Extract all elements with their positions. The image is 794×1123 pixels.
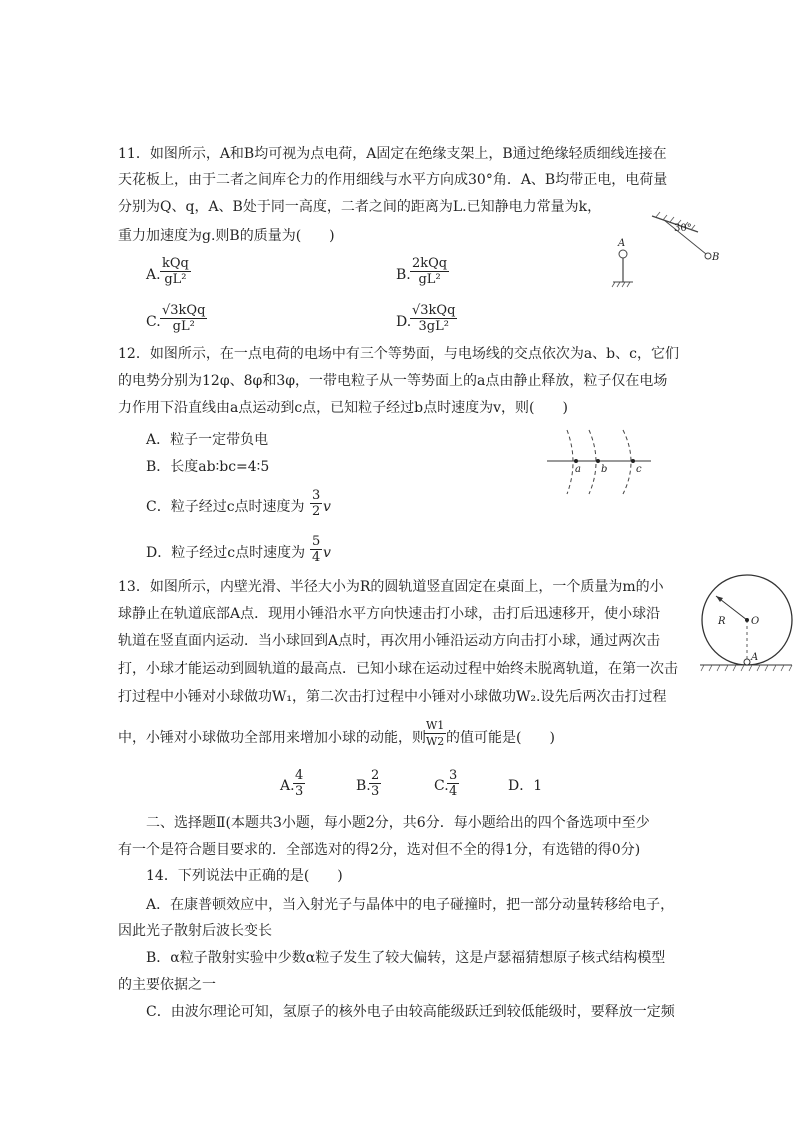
- q13-stem-line-5: 打过程中小锤对小球做功W₁，第二次击打过程中小锤对小球做功W₂.设先后两次击打过程: [118, 689, 667, 705]
- stem-text: 中，小锤对小球做功全部用来增加小球的动能，则: [118, 730, 426, 746]
- section-2-line-1: 二、选择题Ⅱ(本题共3小题，每小题2分，共6分．每小题给出的四个备选项中至少: [146, 815, 650, 831]
- q13-figure: [698, 572, 794, 672]
- point-c-label: c: [636, 464, 642, 475]
- option-label: A.: [280, 778, 295, 794]
- fraction-numerator: 3: [449, 768, 458, 783]
- fraction-numerator: 2kQq: [412, 256, 448, 271]
- fraction-numerator: 3: [312, 488, 321, 503]
- option-fraction: [293, 768, 305, 799]
- stem-text: 的值可能是( ): [446, 730, 555, 746]
- fraction-denominator: 2: [312, 504, 321, 519]
- q13-stem-line-2: 球静止在轨道底部A点．现用小锤沿水平方向快速击打小球，击打后迅速移开，使小球沿: [118, 606, 661, 622]
- q11-stem-line-4: 重力加速度为g.则B的质量为( ): [118, 228, 335, 244]
- fraction-denominator: gL²: [164, 272, 187, 287]
- fraction-denominator: 3: [371, 784, 380, 799]
- option-fraction: [369, 768, 381, 799]
- point-b-label: B: [712, 252, 720, 263]
- point-b-label: b: [601, 464, 608, 475]
- q12-figure: [545, 428, 655, 498]
- fraction-denominator: 3gL²: [418, 319, 449, 334]
- fraction-denominator: gL²: [418, 272, 441, 287]
- q13-stem-line-1: 13．如图所示，内壁光滑、半径大小为R的圆轨道竖直固定在桌面上，一个质量为m的小: [118, 579, 664, 595]
- option-label: C.: [146, 314, 161, 330]
- angle-label: 30°: [674, 223, 692, 234]
- q11-stem-line-2: 天花板上，由于二者之间库仑力的作用细线与水平方向成30°角．A、B均带正电，电荷量: [118, 172, 668, 188]
- option-label: A.: [146, 267, 161, 283]
- fraction-numerator: 4: [295, 768, 304, 783]
- q12-stem-line-3: 力作用下沿直线由a点运动到c点，已知粒子经过b点时速度为v，则( ): [118, 400, 568, 416]
- center-label: O: [751, 616, 760, 627]
- option-label: B.: [356, 778, 371, 794]
- fraction-numerator: W1: [426, 719, 445, 732]
- option-fraction: [410, 256, 449, 287]
- option-fraction: [160, 256, 191, 287]
- point-a-label: A: [751, 652, 759, 663]
- work-ratio-fraction: [424, 718, 446, 749]
- option-text-line-1: B．α粒子散射实验中少数α粒子发生了较大偏转，这是卢瑟福猜想原子核式结构模型: [146, 950, 666, 966]
- option-text: D．粒子经过c点时速度为: [146, 545, 306, 561]
- option-label: D.: [396, 314, 412, 330]
- option-tail: v: [323, 499, 331, 515]
- fraction-denominator: W2: [426, 735, 445, 748]
- option-text: C．粒子经过c点时速度为: [146, 499, 305, 515]
- option-fraction: [410, 303, 457, 334]
- q13-stem-line-4: 打，小球才能运动到圆轨道的最高点．已知小球在运动过程中始终未脱离轨道，在第一次击: [118, 661, 678, 677]
- fraction-denominator: 4: [312, 550, 321, 565]
- option-tail: v: [323, 545, 331, 561]
- option-label: C.: [434, 778, 449, 794]
- q12-stem-line-1: 12．如图所示，在一点电荷的电场中有三个等势面，与电场线的交点依次为a、b、c，它们: [118, 346, 679, 362]
- section-2-line-2: 有一个是符合题目要求的．全部选对的得2分，选对但不全的得1分，有选错的得0分): [118, 842, 641, 858]
- option-fraction: [160, 303, 207, 334]
- option-text-line-2: 因此光子散射后波长变长: [118, 923, 272, 939]
- fraction-numerator: √3kQq: [162, 303, 206, 318]
- option-fraction: [310, 534, 322, 565]
- point-a-label: A: [618, 238, 626, 249]
- q14-stem: 14．下列说法中正确的是( ): [146, 868, 343, 884]
- option-fraction: [447, 768, 459, 799]
- q12-option-a[interactable]: A．粒子一定带负电: [146, 432, 269, 448]
- q13-option-d[interactable]: D．1: [508, 778, 543, 794]
- option-text-line-1: C．由波尔理论可知，氢原子的核外电子由较高能级跃迁到较低能级时，要释放一定频: [146, 1004, 675, 1020]
- option-text-line-1: A．在康普顿效应中，当入射光子与晶体中的电子碰撞时，把一部分动量转移给电子，: [146, 897, 675, 913]
- radius-label: R: [718, 616, 726, 627]
- fraction-numerator: 5: [312, 534, 321, 549]
- q13-stem-line-3: 轨道在竖直面内运动．当小球回到A点时，再次用小锤沿运动方向击打小球，通过两次击: [118, 633, 661, 649]
- q11-stem-line-1: 11．如图所示，A和B均可视为点电荷，A固定在绝缘支架上，B通过绝缘轻质细线连接在: [118, 146, 667, 162]
- fraction-numerator: kQq: [162, 256, 189, 271]
- q12-option-b[interactable]: B．长度ab∶bc=4∶5: [146, 459, 270, 475]
- point-a-label: a: [575, 464, 581, 475]
- q11-stem-line-3: 分别为Q、q，A、B处于同一高度，二者之间的距离为L.已知静电力常量为k，: [118, 199, 602, 215]
- q12-stem-line-2: 的电势分别为12φ、8φ和3φ，一带电粒子从一等势面上的a点由静止释放，粒子仅在电场: [118, 373, 668, 389]
- option-label: B.: [396, 267, 411, 283]
- fraction-denominator: gL²: [172, 319, 195, 334]
- fraction-numerator: √3kQq: [412, 303, 456, 318]
- fraction-numerator: 2: [371, 768, 380, 783]
- fraction-denominator: 3: [295, 784, 304, 799]
- q11-figure: [610, 212, 740, 292]
- fraction-denominator: 4: [449, 784, 458, 799]
- option-fraction: [310, 488, 322, 519]
- option-text-line-2: 的主要依据之一: [118, 977, 216, 993]
